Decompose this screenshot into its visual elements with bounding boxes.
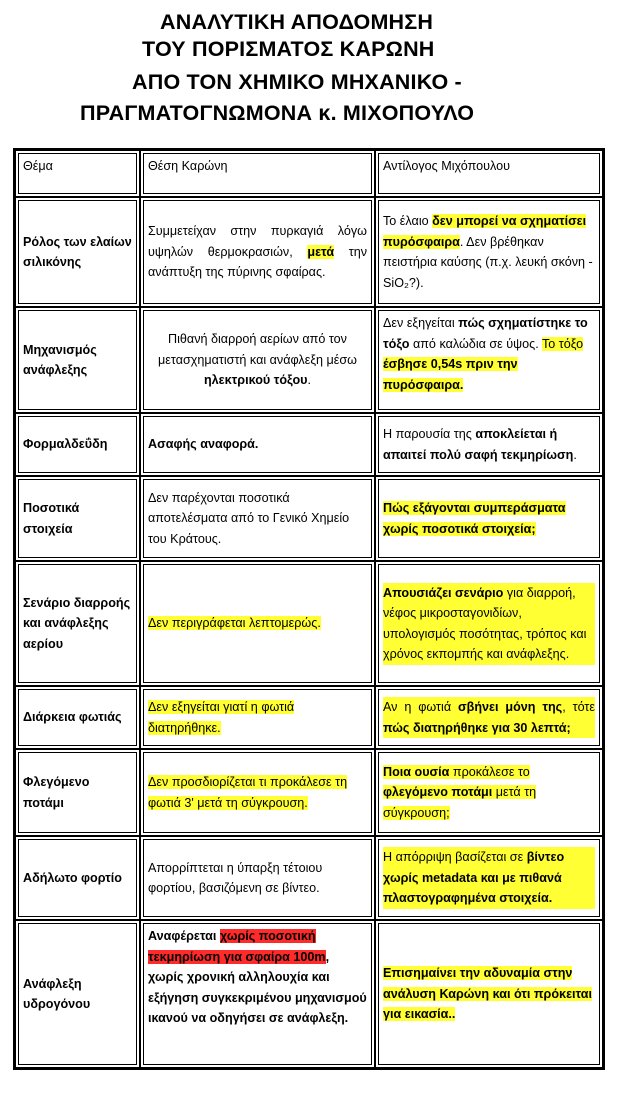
karonis-position: Πιθανή διαρροή αερίων από τον μετασχηματιστή και ανάφλεξη μέσω ηλεκτρικού τόξου.: [143, 310, 372, 410]
karonis-position: Συμμετείχαν στην πυρκαγιά λόγω υψηλών θερμοκρασιών, μετά την ανάπτυξη της πύρινης σφαίρας.: [143, 200, 372, 304]
karonis-position: Απορρίπτεται η ύπαρξη τέτοιου φορτίου, βασιζόμενη σε βίντεο.: [143, 839, 372, 917]
table-row: [15, 836, 603, 920]
michopoulos-rebuttal: Η παρουσία της αποκλείεται ή απαιτεί πολύ σαφή τεκμηρίωση.: [378, 416, 600, 473]
row-topic: Φορμαλδεΰδη: [18, 416, 137, 473]
karonis-position: Δεν περιγράφεται λεπτομερώς.: [143, 564, 372, 683]
table-row: [15, 749, 603, 836]
michopoulos-rebuttal: Απουσιάζει σενάριο για διαρροή, νέφος μικροσταγονιδίων, υπολογισμός ποσότητας, τρόπος και χρόνος εκπομπής και ανάφλεξης.: [378, 564, 600, 683]
michopoulos-rebuttal: Η απόρριψη βασίζεται σε βίντεο χωρίς metadata και με πιθανά πλαστογραφημένα στοιχεία.: [378, 839, 600, 917]
karonis-position: Δεν προσδιορίζεται τι προκάλεσε τη φωτιά 3' μετά τη σύγκρουση.: [143, 752, 372, 833]
row-topic: Αδήλωτο φορτίο: [18, 839, 137, 917]
header-topic: Θέμα: [18, 153, 137, 194]
row-topic: Ανάφλεξη υδρογόνου: [18, 923, 137, 1065]
michopoulos-rebuttal: Πώς εξάγονται συμπεράσματα χωρίς ποσοτικά στοιχεία;: [378, 479, 600, 558]
karonis-position: Αναφέρεται χωρίς ποσοτική τεκμηρίωση για σφαίρα 100m, χωρίς χρονική αλληλουχία και εξήγηση συγκεκριμένου μηχανισμού ικανού να οδηγήσει σε ανάφλεξη.: [143, 923, 372, 1065]
table-header-row: [15, 150, 603, 197]
karonis-position: Δεν παρέχονται ποσοτικά αποτελέσματα από το Γενικό Χημείο του Κράτους.: [143, 479, 372, 558]
michopoulos-rebuttal: Ποια ουσία προκάλεσε το φλεγόμενο ποτάμι μετά τη σύγκρουση;: [378, 752, 600, 833]
table-row: [15, 920, 603, 1068]
table-row: [15, 197, 603, 307]
row-topic: Μηχανισμός ανάφλεξης: [18, 310, 137, 410]
row-topic: Σενάριο διαρροής και ανάφλεξης αερίου: [18, 564, 137, 683]
table-row: [15, 686, 603, 749]
title-line-4: ΠΡΑΓΜΑΤΟΓΝΩΜΟΝΑ κ. ΜΙΧΟΠΟΥΛΟ: [80, 101, 475, 125]
row-topic: Φλεγόμενο ποτάμι: [18, 752, 137, 833]
karonis-position: Δεν εξηγείται γιατί η φωτιά διατηρήθηκε.: [143, 689, 372, 746]
row-topic: Ποσοτικά στοιχεία: [18, 479, 137, 558]
table-row: [15, 476, 603, 561]
karonis-position: Ασαφής αναφορά.: [143, 416, 372, 473]
row-topic: Ρόλος των ελαίων σιλικόνης: [18, 200, 137, 304]
michopoulos-rebuttal: Δεν εξηγείται πώς σχηματίστηκε το τόξο από καλώδια σε ύψος. Το τόξο έσβησε 0,54s πριν την πυρόσφαιρα.: [378, 310, 600, 410]
comparison-table: [13, 148, 605, 1070]
michopoulos-rebuttal: Αν η φωτιά σβήνει μόνη της, τότε πώς διατηρήθηκε για 30 λεπτά;: [378, 689, 600, 746]
row-topic: Διάρκεια φωτιάς: [18, 689, 137, 746]
header-michopoulos: Αντίλογος Μιχόπουλου: [378, 153, 600, 194]
table-row: [15, 307, 603, 413]
header-karonis: Θέση Καρώνη: [143, 153, 372, 194]
table-row: [15, 561, 603, 686]
title-line-3: ΑΠΟ ΤΟΝ ΧΗΜΙΚΟ ΜΗΧΑΝΙΚΟ -: [132, 70, 462, 94]
title-line-1: ΑΝΑΛΥΤΙΚΗ ΑΠΟΔΟΜΗΣΗ: [160, 10, 434, 34]
table-row: [15, 413, 603, 476]
michopoulos-rebuttal: Επισημαίνει την αδυναμία στην ανάλυση Καρώνη και ότι πρόκειται για εικασία..: [378, 923, 600, 1065]
michopoulos-rebuttal: Το έλαιο δεν μπορεί να σχηματίσει πυρόσφαιρα. Δεν βρέθηκαν πειστήρια καύσης (π.χ. λευκή σκόνη - SiO₂?).: [378, 200, 600, 304]
title-line-2: ΤΟΥ ΠΟΡΙΣΜΑΤΟΣ ΚΑΡΩΝΗ: [142, 37, 435, 61]
